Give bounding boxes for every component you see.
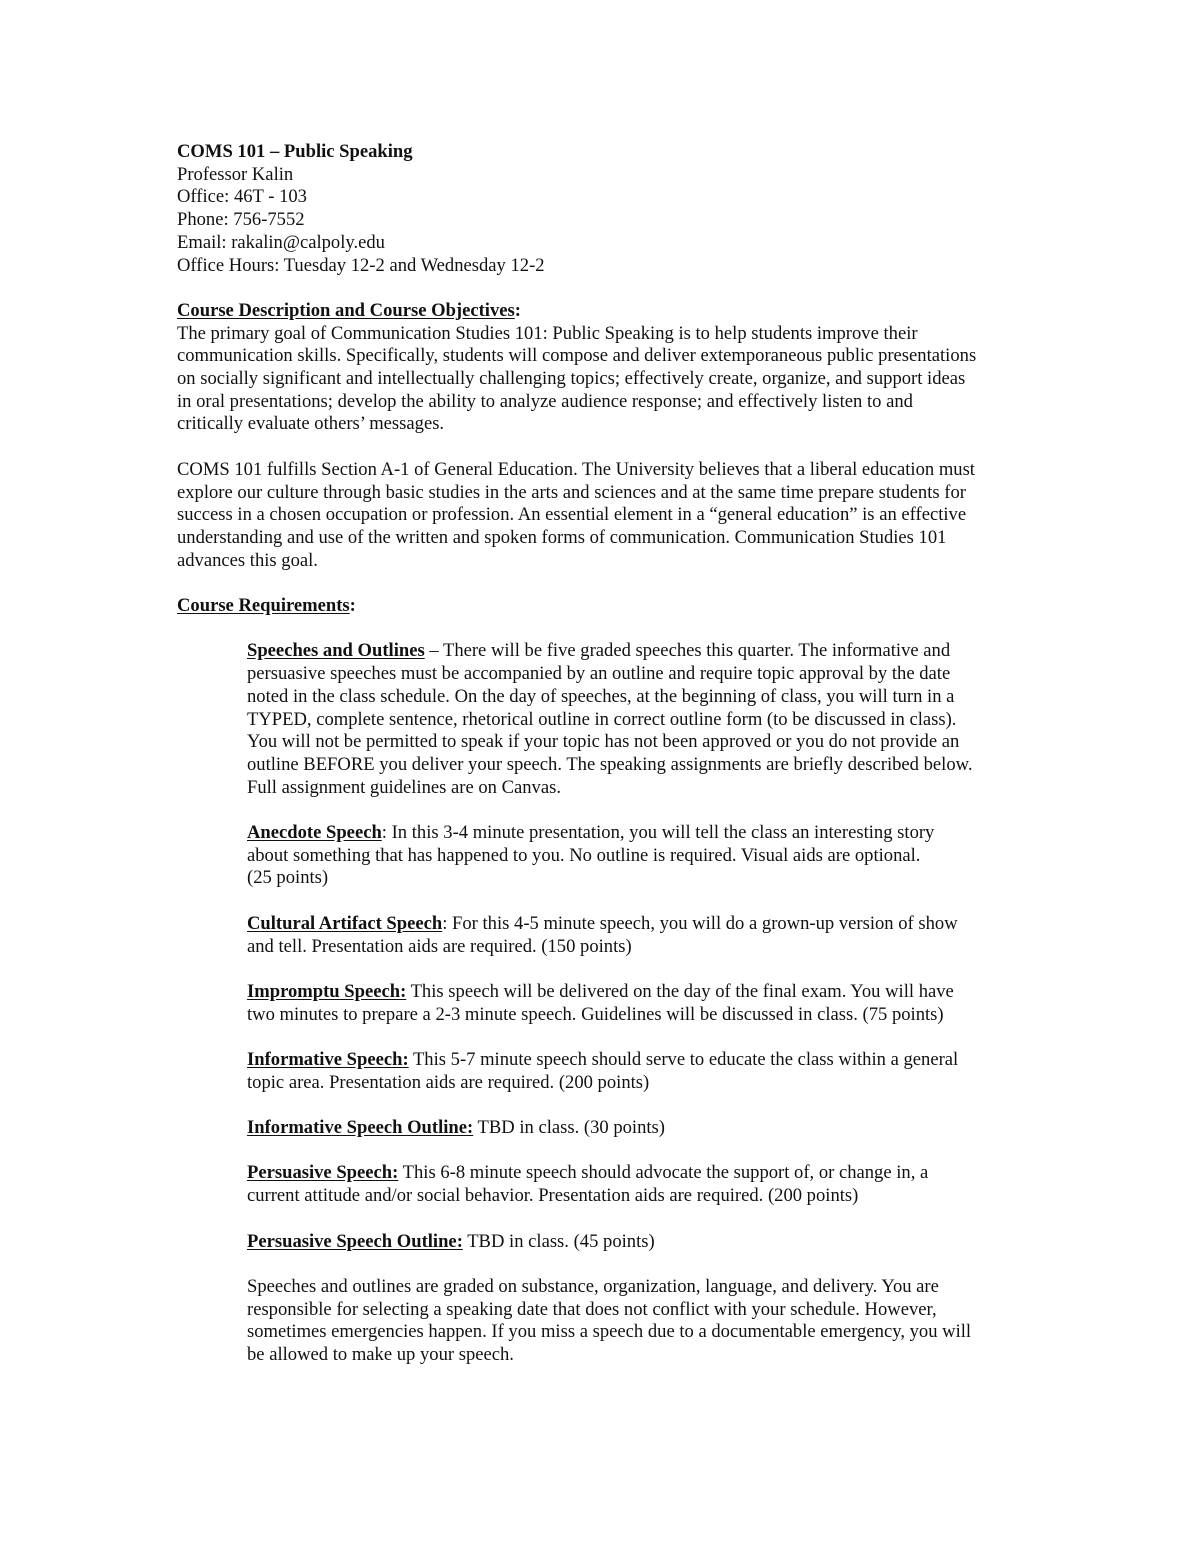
office-hours: Office Hours: Tuesday 12-2 and Wednesday 12-2: [177, 254, 545, 276]
general-education-paragraph: COMS 101 fulfills Section A-1 of General Education. The University believes that a liberal education must explore our culture through basic studies in the arts and sciences and at the same time prepare students for success in a chosen occupation or profession. An essential element in a “general education” is an effective understanding and use of the written and spoken forms of communication. Communication Studies 101 advances this goal.: [177, 458, 975, 571]
informative-outline-item: Informative Speech Outline: TBD in class. (30 points): [247, 1117, 665, 1139]
course-header: [177, 141, 1037, 277]
syllabus-page: [177, 141, 1037, 1367]
course-description-heading: Course Description and Course Objectives:: [177, 299, 521, 321]
course-title: COMS 101 – Public Speaking: [177, 141, 413, 162]
cultural-artifact-speech-item: Cultural Artifact Speech: For this 4-5 minute speech, you will do a grown-up version of show and tell. Presentation aids are required. (150 points): [247, 912, 958, 957]
course-description-paragraph: The primary goal of Communication Studies 101: Public Speaking is to help students improve their communication skills. Specifically, students will compose and deliver extemporaneous public presentations on socially significant and intellectually challenging topics; effectively create, organize, and support ideas in oral presentations; develop the ability to analyze audience response; and effectively listen to and critically evaluate others’ messages.: [177, 322, 977, 435]
impromptu-speech-label: Impromptu Speech:: [247, 980, 407, 1002]
speeches-outlines-label: Speeches and Outlines: [247, 640, 425, 662]
informative-speech-label: Informative Speech:: [247, 1049, 409, 1070]
course-description-section: [177, 300, 1037, 572]
informative-speech-item: Informative Speech: This 5-7 minute speech should serve to educate the class within a general topic area. Presentation aids are required. (200 points): [247, 1049, 959, 1093]
email-address: Email: rakalin@calpoly.edu: [177, 231, 385, 253]
persuasive-outline-item: Persuasive Speech Outline: TBD in class. (45 points): [247, 1230, 655, 1252]
grading-paragraph: Speeches and outlines are graded on substance, organization, language, and delivery. You are responsible for selecting a speaking date that does not conflict with your schedule. However, sometimes emergencies happen. If you miss a speech due to a documentable emergency, you will be allowed to make up your speech.: [247, 1275, 972, 1366]
speeches-outlines-item: Speeches and Outlines – There will be five graded speeches this quarter. The informative and persuasive speeches must be accompanied by an outline and require topic approval by the date noted in the class schedule. On the day of speeches, at the beginning of class, you will turn in a TYPED, complete sentence, rhetorical outline in correct outline form (to be discussed in class). You will not be permitted to speak if your topic has not been approved or you do not provide an outline BEFORE you deliver your speech. The speaking assignments are briefly described below. Full assignment guidelines are on Canvas.: [247, 640, 973, 798]
phone-number: Phone: 756-7552: [177, 209, 305, 231]
cultural-artifact-speech-label: Cultural Artifact Speech: [247, 912, 443, 934]
impromptu-speech-item: Impromptu Speech: This speech will be delivered on the day of the final exam. You will have two minutes to prepare a 2-3 minute speech. Guidelines will be discussed in class. (75 points): [247, 980, 954, 1025]
persuasive-speech-item: Persuasive Speech: This 6-8 minute speech should advocate the support of, or change in, a current attitude and/or social behavior. Presentation aids are required. (200 points): [247, 1162, 929, 1207]
professor-name: Professor Kalin: [177, 163, 294, 185]
persuasive-speech-label: Persuasive Speech:: [247, 1162, 399, 1184]
course-requirements-heading: Course Requirements:: [177, 595, 356, 617]
anecdote-speech-item: Anecdote Speech: In this 3-4 minute presentation, you will tell the class an interesting story about something that has happened to you. No outline is required. Visual aids are optional. (25 points): [247, 822, 935, 889]
office-location: Office: 46T - 103: [177, 186, 307, 208]
informative-outline-label: Informative Speech Outline:: [247, 1117, 474, 1139]
course-requirements-section: [177, 595, 1037, 1367]
persuasive-outline-label: Persuasive Speech Outline:: [247, 1230, 463, 1252]
anecdote-speech-label: Anecdote Speech: [247, 822, 382, 844]
